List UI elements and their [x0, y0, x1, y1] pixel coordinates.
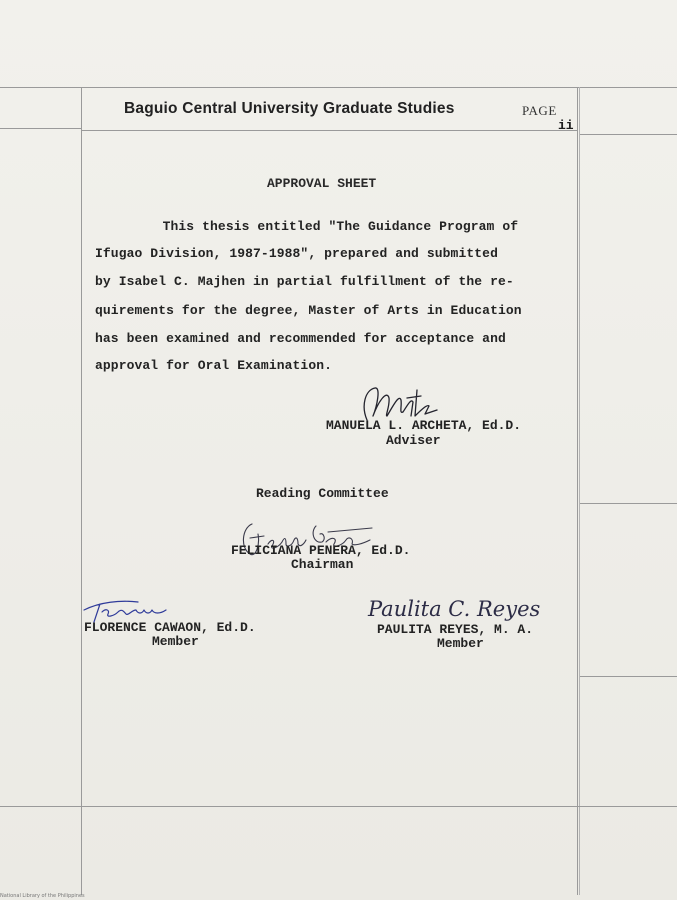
right-rule-3	[580, 676, 677, 677]
chairman-name: FELICIANA PENERA, Ed.D.	[231, 543, 411, 558]
paragraph-line: has been examined and recommended for acceptance and	[95, 331, 506, 346]
page-label: PAGE	[522, 103, 557, 118]
paragraph-line: quirements for the degree, Master of Arts in Education	[95, 303, 522, 318]
top-rule	[0, 87, 677, 88]
right-rule-2	[580, 503, 677, 504]
page-number: ii	[558, 118, 574, 133]
paragraph-line: This thesis entitled "The Guidance Program of	[131, 219, 519, 234]
member2-role: Member	[437, 636, 484, 651]
adviser-name: MANUELA L. ARCHETA, Ed.D.	[326, 418, 522, 433]
footer-text: National Library of the Philippines	[0, 893, 85, 899]
member2-signature-text: Paulita C. Reyes	[368, 597, 541, 621]
paragraph-line: approval for Oral Examination.	[95, 358, 333, 373]
reading-committee-heading: Reading Committee	[256, 486, 389, 501]
chairman-role: Chairman	[291, 557, 354, 572]
adviser-role: Adviser	[386, 433, 441, 448]
bottom-rule	[0, 806, 677, 807]
left-margin-line	[81, 87, 82, 895]
approval-sheet-title: APPROVAL SHEET	[267, 176, 377, 191]
right-margin-line	[577, 87, 578, 895]
right-edge-line	[579, 87, 580, 895]
paragraph-line: by Isabel C. Majhen in partial fulfillment of the re-	[95, 274, 514, 289]
right-rule-1	[580, 134, 677, 135]
left-short-rule	[0, 128, 82, 129]
institution-header: Baguio Central University Graduate Studies	[124, 100, 455, 117]
paragraph-line: Ifugao Division, 1987-1988", prepared and submitted	[95, 246, 498, 261]
header-rule	[82, 130, 577, 131]
member2-name: PAULITA REYES, M. A.	[377, 622, 534, 637]
member1-role: Member	[152, 634, 199, 649]
member1-name: FLORENCE CAWAON, Ed.D.	[84, 620, 256, 635]
